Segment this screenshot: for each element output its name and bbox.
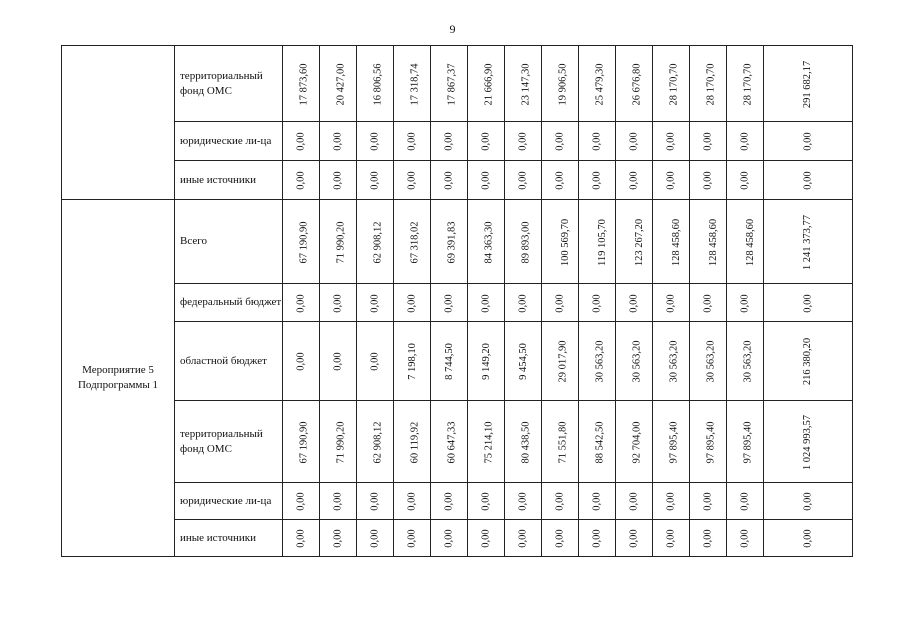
funding-source-cell: юридические ли-ца: [175, 483, 283, 520]
year-value-cell: [690, 46, 727, 122]
year-value: 0,00: [480, 492, 492, 511]
year-value-cell: [431, 322, 468, 401]
year-value-cell: [727, 401, 764, 483]
year-value-cell: [727, 284, 764, 322]
year-value: 0,00: [369, 132, 381, 151]
table-row: [62, 200, 853, 284]
year-value: 8 744,50: [443, 343, 455, 380]
year-value-cell: [431, 122, 468, 161]
year-value-cell: [320, 520, 357, 557]
year-value: 23 147,30: [520, 63, 532, 105]
year-value: 0,00: [665, 132, 677, 151]
year-value-cell: [394, 122, 431, 161]
year-value: 128 458,60: [708, 218, 720, 266]
year-value: 0,00: [480, 293, 492, 313]
year-value: 128 458,60: [745, 218, 757, 266]
year-value: 0,00: [332, 132, 344, 151]
year-value: 100 569,70: [560, 218, 572, 266]
year-value: 0,00: [665, 492, 677, 511]
year-value-cell: [616, 122, 653, 161]
year-value: 29 017,90: [557, 340, 569, 383]
year-value-cell: [357, 200, 394, 284]
year-value-cell: [653, 284, 690, 322]
year-value-cell: [542, 483, 579, 520]
year-value: 71 990,20: [335, 421, 347, 463]
year-value: 25 479,30: [594, 63, 606, 105]
year-value: 0,00: [702, 171, 714, 190]
page-number: 9: [449, 22, 456, 36]
year-value: 0,00: [295, 132, 307, 151]
year-value: 60 647,33: [446, 421, 458, 463]
funding-source-cell: федеральный бюджет: [175, 284, 283, 322]
funding-source-cell: иные источники: [175, 161, 283, 200]
year-value-cell: [690, 200, 727, 284]
year-value-cell: [320, 122, 357, 161]
funding-source-cell: областной бюджет: [175, 322, 283, 401]
year-value: 9 149,20: [480, 343, 492, 380]
table-row: [62, 122, 853, 161]
year-value-cell: [431, 161, 468, 200]
year-value: 0,00: [443, 132, 455, 151]
year-value: 0,00: [406, 529, 418, 548]
total-value: 291 682,17: [802, 60, 814, 108]
year-value-cell: [505, 46, 542, 122]
year-value-cell: [394, 200, 431, 284]
year-value-cell: [357, 122, 394, 161]
table-row: [62, 483, 853, 520]
year-value-cell: [468, 161, 505, 200]
year-value-cell: [357, 46, 394, 122]
year-value: 30 563,20: [668, 340, 680, 383]
year-value-cell: [431, 46, 468, 122]
year-value: 0,00: [591, 132, 603, 151]
year-value-cell: [394, 520, 431, 557]
year-value-cell: [468, 322, 505, 401]
year-value-cell: [727, 322, 764, 401]
event-name-cell: [62, 46, 175, 200]
year-value-cell: [653, 483, 690, 520]
year-value-cell: [357, 161, 394, 200]
total-value-cell: [764, 161, 853, 200]
year-value: 0,00: [406, 492, 418, 511]
year-value: 0,00: [591, 529, 603, 548]
year-value: 0,00: [591, 293, 603, 313]
year-value-cell: [394, 284, 431, 322]
year-value-cell: [690, 122, 727, 161]
year-value: 0,00: [554, 132, 566, 151]
total-value-cell: [764, 483, 853, 520]
year-value-cell: [468, 520, 505, 557]
year-value: 0,00: [332, 171, 344, 190]
year-value: 0,00: [739, 529, 751, 548]
year-value-cell: [542, 161, 579, 200]
year-value: 69 391,83: [446, 221, 458, 263]
year-value-cell: [320, 161, 357, 200]
funding-source-cell: территориальный фонд ОМС: [175, 46, 283, 122]
year-value-cell: [320, 401, 357, 483]
year-value: 30 563,20: [742, 340, 754, 383]
year-value-cell: [283, 322, 320, 401]
year-value-cell: [431, 200, 468, 284]
year-value-cell: [542, 46, 579, 122]
year-value: 75 214,10: [483, 421, 495, 463]
year-value: 0,00: [517, 293, 529, 313]
year-value: 0,00: [517, 171, 529, 190]
year-value-cell: [431, 520, 468, 557]
funding-source-cell: Всего: [175, 200, 283, 284]
year-value-cell: [283, 122, 320, 161]
year-value: 0,00: [591, 171, 603, 190]
year-value: 0,00: [517, 492, 529, 511]
year-value-cell: [616, 200, 653, 284]
year-value: 30 563,20: [594, 340, 606, 383]
year-value: 0,00: [369, 352, 381, 371]
year-value-cell: [616, 322, 653, 401]
year-value-cell: [653, 401, 690, 483]
year-value-cell: [579, 122, 616, 161]
year-value: 28 170,70: [668, 63, 680, 105]
year-value: 84 363,30: [483, 221, 495, 263]
total-value: 0,00: [802, 171, 814, 190]
table-row: [62, 322, 853, 401]
year-value: 0,00: [443, 293, 455, 313]
funding-table: [61, 45, 853, 557]
year-value: 0,00: [406, 293, 418, 313]
year-value-cell: [505, 520, 542, 557]
year-value: 0,00: [369, 171, 381, 190]
year-value-cell: [468, 284, 505, 322]
year-value-cell: [727, 483, 764, 520]
year-value-cell: [468, 401, 505, 483]
funding-source-cell: юридические ли-ца: [175, 122, 283, 161]
year-value-cell: [727, 520, 764, 557]
year-value-cell: [394, 322, 431, 401]
year-value: 0,00: [517, 529, 529, 548]
year-value-cell: [394, 161, 431, 200]
year-value-cell: [283, 520, 320, 557]
year-value: 0,00: [443, 492, 455, 511]
year-value: 0,00: [554, 171, 566, 190]
year-value: 71 990,20: [335, 221, 347, 263]
year-value: 62 908,12: [372, 421, 384, 463]
total-value: 1 241 373,77: [802, 214, 814, 270]
year-value: 28 170,70: [742, 63, 754, 105]
year-value: 17 873,60: [298, 63, 310, 105]
year-value-cell: [394, 483, 431, 520]
year-value-cell: [690, 401, 727, 483]
year-value: 0,00: [295, 529, 307, 548]
year-value-cell: [283, 161, 320, 200]
year-value-cell: [283, 46, 320, 122]
year-value-cell: [505, 122, 542, 161]
year-value: 0,00: [628, 132, 640, 151]
year-value: 0,00: [628, 171, 640, 190]
year-value: 97 895,40: [705, 421, 717, 463]
year-value-cell: [579, 520, 616, 557]
year-value: 0,00: [332, 492, 344, 511]
year-value-cell: [579, 46, 616, 122]
table-row: [62, 284, 853, 322]
year-value: 0,00: [295, 171, 307, 190]
year-value: 0,00: [628, 529, 640, 548]
year-value: 123 267,20: [634, 218, 646, 266]
year-value-cell: [542, 122, 579, 161]
year-value-cell: [283, 401, 320, 483]
year-value-cell: [394, 46, 431, 122]
year-value: 0,00: [739, 293, 751, 313]
year-value-cell: [616, 520, 653, 557]
year-value: 0,00: [702, 293, 714, 313]
year-value: 17 318,74: [409, 63, 421, 105]
year-value-cell: [653, 520, 690, 557]
year-value-cell: [690, 161, 727, 200]
year-value: 89 893,00: [520, 221, 532, 263]
year-value-cell: [616, 284, 653, 322]
year-value-cell: [542, 200, 579, 284]
year-value: 0,00: [702, 492, 714, 511]
year-value-cell: [579, 401, 616, 483]
year-value-cell: [579, 322, 616, 401]
year-value-cell: [320, 200, 357, 284]
year-value: 19 906,50: [557, 63, 569, 105]
total-value: 1 024 993,57: [802, 414, 814, 470]
year-value: 0,00: [443, 529, 455, 548]
year-value: 21 666,90: [483, 63, 495, 105]
year-value-cell: [579, 284, 616, 322]
year-value-cell: [505, 401, 542, 483]
year-value: 119 105,70: [596, 218, 608, 266]
year-value-cell: [320, 322, 357, 401]
year-value-cell: [431, 284, 468, 322]
year-value-cell: [431, 401, 468, 483]
year-value: 0,00: [739, 492, 751, 511]
year-value-cell: [727, 122, 764, 161]
year-value-cell: [394, 401, 431, 483]
year-value-cell: [542, 322, 579, 401]
year-value-cell: [542, 520, 579, 557]
year-value-cell: [579, 161, 616, 200]
year-value: 0,00: [517, 132, 529, 151]
year-value: 60 119,92: [409, 421, 421, 463]
event-name-cell: Мероприятие 5 Подпрограммы 1: [62, 200, 175, 557]
year-value-cell: [727, 46, 764, 122]
year-value: 0,00: [406, 171, 418, 190]
total-value: 216 380,20: [802, 337, 814, 386]
year-value: 0,00: [628, 293, 640, 313]
year-value: 97 895,40: [668, 421, 680, 463]
year-value: 0,00: [295, 492, 307, 511]
year-value-cell: [616, 483, 653, 520]
year-value-cell: [468, 200, 505, 284]
year-value-cell: [357, 401, 394, 483]
year-value-cell: [579, 200, 616, 284]
year-value: 0,00: [628, 492, 640, 511]
total-value: 0,00: [802, 293, 814, 313]
year-value-cell: [616, 401, 653, 483]
year-value-cell: [653, 46, 690, 122]
year-value: 0,00: [554, 492, 566, 511]
total-value-cell: [764, 46, 853, 122]
table-row: [62, 520, 853, 557]
year-value-cell: [320, 46, 357, 122]
year-value: 0,00: [739, 171, 751, 190]
year-value: 71 551,80: [557, 421, 569, 463]
year-value: 0,00: [480, 171, 492, 190]
year-value: 0,00: [369, 492, 381, 511]
year-value-cell: [468, 46, 505, 122]
year-value: 0,00: [332, 293, 344, 313]
year-value-cell: [653, 161, 690, 200]
year-value-cell: [468, 483, 505, 520]
total-value-cell: [764, 520, 853, 557]
table-row: [62, 401, 853, 483]
year-value-cell: [616, 161, 653, 200]
year-value: 26 676,80: [631, 63, 643, 105]
year-value-cell: [727, 200, 764, 284]
year-value: 0,00: [369, 529, 381, 548]
year-value-cell: [357, 520, 394, 557]
year-value: 0,00: [332, 529, 344, 548]
total-value-cell: [764, 122, 853, 161]
year-value: 0,00: [443, 171, 455, 190]
year-value: 88 542,50: [594, 421, 606, 463]
year-value-cell: [542, 284, 579, 322]
year-value: 0,00: [332, 352, 344, 371]
year-value-cell: [690, 322, 727, 401]
year-value-cell: [653, 322, 690, 401]
year-value: 0,00: [480, 529, 492, 548]
year-value-cell: [357, 483, 394, 520]
year-value-cell: [616, 46, 653, 122]
year-value-cell: [579, 483, 616, 520]
year-value-cell: [283, 483, 320, 520]
year-value: 0,00: [554, 293, 566, 313]
year-value-cell: [357, 284, 394, 322]
total-value-cell: [764, 284, 853, 322]
year-value: 97 895,40: [742, 421, 754, 463]
table-row: [62, 161, 853, 200]
year-value: 0,00: [665, 171, 677, 190]
year-value: 0,00: [369, 293, 381, 313]
year-value-cell: [653, 122, 690, 161]
year-value-cell: [320, 483, 357, 520]
year-value-cell: [653, 200, 690, 284]
year-value: 67 190,90: [298, 421, 310, 463]
year-value-cell: [320, 284, 357, 322]
year-value-cell: [283, 284, 320, 322]
year-value: 30 563,20: [705, 340, 717, 383]
year-value: 128 458,60: [671, 218, 683, 266]
year-value-cell: [283, 200, 320, 284]
year-value-cell: [505, 322, 542, 401]
total-value-cell: [764, 200, 853, 284]
year-value: 28 170,70: [705, 63, 717, 105]
year-value: 67 318,02: [409, 221, 421, 263]
year-value-cell: [357, 322, 394, 401]
year-value: 30 563,20: [631, 340, 643, 383]
year-value: 0,00: [665, 293, 677, 313]
year-value-cell: [505, 161, 542, 200]
year-value: 0,00: [665, 529, 677, 548]
year-value: 0,00: [702, 132, 714, 151]
total-value-cell: [764, 322, 853, 401]
year-value: 9 454,50: [517, 343, 529, 380]
year-value-cell: [468, 122, 505, 161]
total-value: 0,00: [802, 132, 814, 151]
year-value: 7 198,10: [406, 343, 418, 380]
year-value-cell: [727, 161, 764, 200]
year-value-cell: [690, 520, 727, 557]
year-value: 92 704,00: [631, 421, 643, 463]
funding-source-cell: территориальный фонд ОМС: [175, 401, 283, 483]
total-value: 0,00: [802, 529, 814, 548]
year-value: 0,00: [295, 293, 307, 313]
year-value: 0,00: [295, 352, 307, 371]
total-value-cell: [764, 401, 853, 483]
funding-source-cell: иные источники: [175, 520, 283, 557]
year-value-cell: [505, 200, 542, 284]
year-value: 62 908,12: [372, 221, 384, 263]
year-value: 17 867,37: [446, 63, 458, 105]
year-value: 20 427,00: [335, 63, 347, 105]
year-value-cell: [690, 284, 727, 322]
year-value-cell: [505, 483, 542, 520]
year-value: 16 806,56: [372, 63, 384, 105]
year-value: 0,00: [406, 132, 418, 151]
year-value-cell: [431, 483, 468, 520]
year-value-cell: [690, 483, 727, 520]
year-value: 0,00: [739, 132, 751, 151]
year-value: 0,00: [554, 529, 566, 548]
year-value: 0,00: [591, 492, 603, 511]
table-row: [62, 46, 853, 122]
year-value-cell: [542, 401, 579, 483]
year-value: 0,00: [480, 132, 492, 151]
year-value: 80 438,50: [520, 421, 532, 463]
year-value-cell: [505, 284, 542, 322]
year-value: 0,00: [702, 529, 714, 548]
year-value: 67 190,90: [298, 221, 310, 263]
total-value: 0,00: [802, 492, 814, 511]
